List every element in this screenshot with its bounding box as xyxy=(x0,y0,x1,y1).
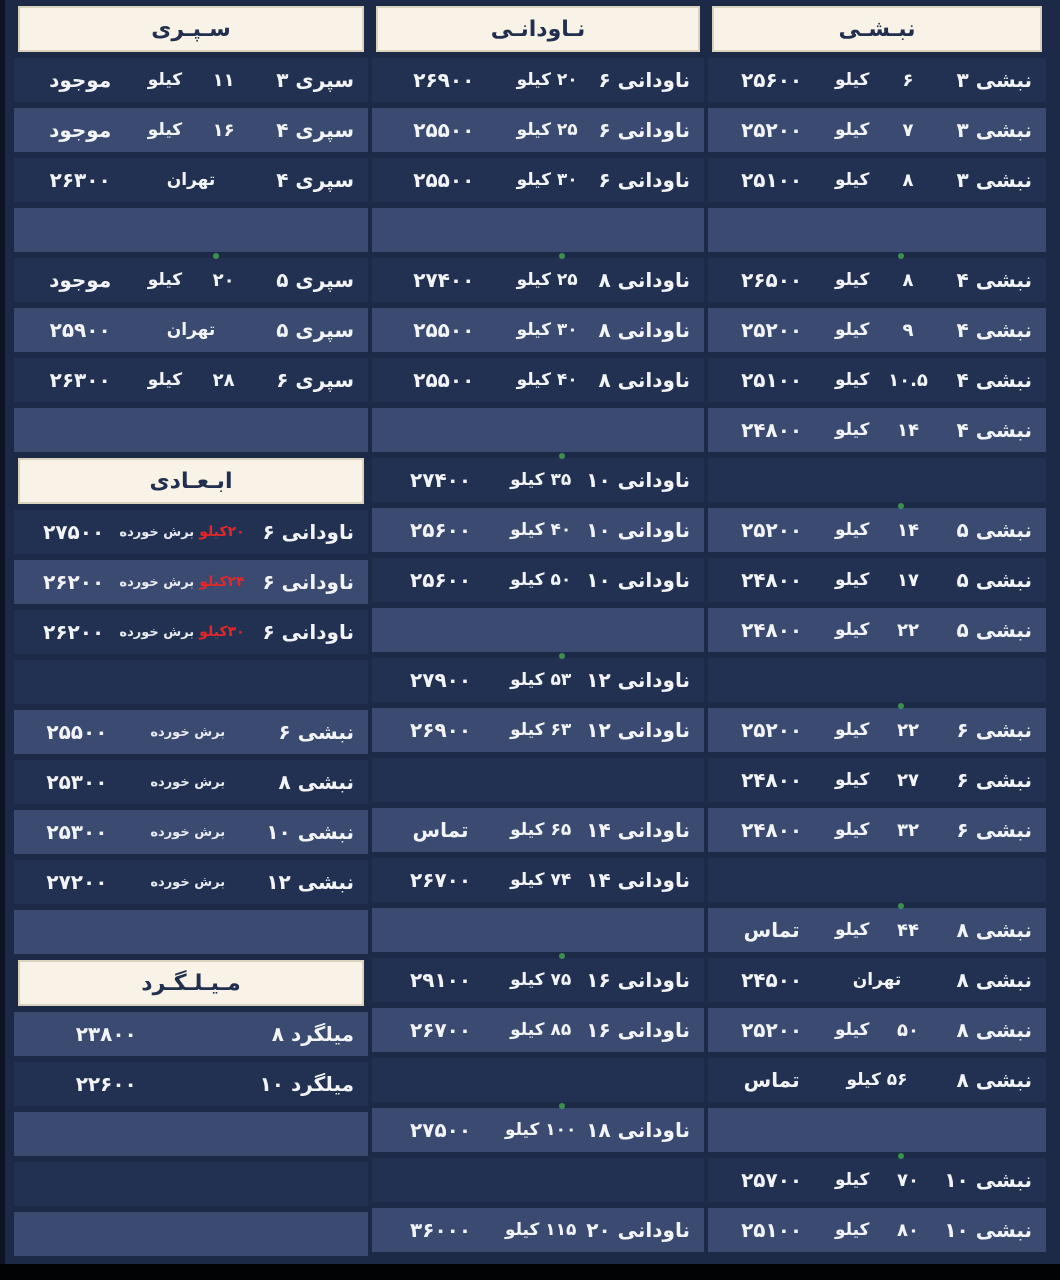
unit-cell: کیلو xyxy=(835,270,870,290)
section-header-label: نبـشـی xyxy=(838,16,916,42)
price-row xyxy=(708,358,1046,402)
unit-cell: کیلو xyxy=(835,320,870,340)
price-cell: ۲۶۹۰۰ xyxy=(410,718,472,742)
price-cell: ۲۶۲۰۰ xyxy=(43,570,105,594)
product-name-cell: نبشی ۱۲ xyxy=(266,870,354,894)
price-cell: ۲۵۵۰۰ xyxy=(413,318,475,342)
price-cell: ۲۵۳۰۰ xyxy=(46,820,108,844)
green-dot-icon xyxy=(898,1153,904,1159)
weight-cell: ۷۴ کیلو xyxy=(510,870,572,890)
unit-cell: کیلو xyxy=(835,920,870,940)
size-cell: ۸ xyxy=(902,269,914,291)
price-row xyxy=(14,760,368,804)
section-header-label: نـاودانـی xyxy=(490,16,586,42)
price-row xyxy=(708,1058,1046,1102)
size-cell: ۲۰ xyxy=(212,269,235,291)
size-cell: ۱۰.۵ xyxy=(888,369,928,391)
empty-row xyxy=(372,208,704,252)
size-cell: ۱۷ xyxy=(897,569,919,591)
section-header-separi-abadi-milgard-2 xyxy=(18,960,364,1006)
product-name-cell: ناودانی ۲۰ xyxy=(586,1218,690,1242)
empty-row xyxy=(372,608,704,652)
price-cell: ۲۶۵۰۰ xyxy=(741,268,803,292)
price-cell: ۲۴۸۰۰ xyxy=(741,568,803,592)
price-row xyxy=(372,558,704,602)
empty-row xyxy=(372,1158,704,1202)
product-name-cell: سپری ۵ xyxy=(276,268,354,292)
product-name-cell: سپری ۴ xyxy=(276,118,354,142)
price-row xyxy=(372,458,704,502)
cut-note-cell: برش خورده xyxy=(119,624,195,640)
price-row xyxy=(708,258,1046,302)
price-cell: ۳۶۰۰۰ xyxy=(410,1218,472,1242)
green-dot-icon xyxy=(559,453,565,459)
size-cell: ۹ xyxy=(902,319,914,341)
price-cell: ۲۴۸۰۰ xyxy=(741,818,803,842)
empty-row xyxy=(14,208,368,252)
price-cell: ۲۶۷۰۰ xyxy=(410,1018,472,1042)
price-row xyxy=(708,308,1046,352)
price-row xyxy=(14,358,368,402)
unit-cell: کیلو xyxy=(835,370,870,390)
product-name-cell: ناودانی ۸ xyxy=(598,268,690,292)
bottom-black-bar xyxy=(0,1264,1060,1280)
size-cell: ۱۴ xyxy=(897,419,919,441)
price-row xyxy=(708,408,1046,452)
price-row xyxy=(708,1158,1046,1202)
size-cell: ۲۲ xyxy=(897,719,919,741)
cut-note-cell: برش خورده xyxy=(150,874,226,890)
weight-cell: ۲۵ کیلو xyxy=(516,270,578,290)
product-name-cell: نبشی ۴ xyxy=(956,268,1032,292)
weight-cell: ۱۰۰ کیلو xyxy=(504,1120,577,1140)
weight-cell: ۵۰ کیلو xyxy=(510,570,572,590)
product-name-cell: نبشی ۶ xyxy=(956,818,1032,842)
size-cell: ۱۴ xyxy=(897,519,919,541)
product-name-cell: نبشی ۶ xyxy=(956,718,1032,742)
price-cell: ۲۵۲۰۰ xyxy=(741,318,803,342)
price-cell: تماس xyxy=(412,818,469,842)
product-name-cell: ناودانی ۸ xyxy=(598,368,690,392)
product-name-cell: ناودانی ۱۶ xyxy=(586,1018,690,1042)
price-cell: ۲۵۲۰۰ xyxy=(741,1018,803,1042)
price-cell: ۲۵۵۰۰ xyxy=(46,720,108,744)
size-cell: ۲۷ xyxy=(897,769,919,791)
price-cell: ۲۴۸۰۰ xyxy=(741,618,803,642)
price-row xyxy=(14,860,368,904)
price-cell: ۲۷۵۰۰ xyxy=(43,520,105,544)
city-cell: تهران xyxy=(166,320,216,340)
unit-cell: کیلو xyxy=(147,370,183,390)
product-name-cell: میلگرد ۸ xyxy=(271,1022,354,1046)
price-cell: ۲۵۵۰۰ xyxy=(413,368,475,392)
price-row xyxy=(14,510,368,554)
product-name-cell: نبشی ۱۰ xyxy=(944,1168,1032,1192)
product-name-cell: نبشی ۵ xyxy=(956,568,1032,592)
price-cell: ۲۵۶۰۰ xyxy=(741,68,803,92)
product-name-cell: ناودانی ۱۴ xyxy=(586,818,690,842)
product-name-cell: ناودانی ۸ xyxy=(598,318,690,342)
section-header-label: ابـعـادی xyxy=(149,468,233,494)
section-header-nabshi-0 xyxy=(712,6,1042,52)
weight-cell: ۳۵ کیلو xyxy=(510,470,572,490)
weight-cell: ۶۳ کیلو xyxy=(510,720,572,740)
product-name-cell: نبشی ۳ xyxy=(956,118,1032,142)
empty-row xyxy=(14,1112,368,1156)
unit-cell: کیلو xyxy=(835,820,870,840)
price-row xyxy=(14,58,368,102)
green-dot-icon xyxy=(898,703,904,709)
price-cell: ۲۵۱۰۰ xyxy=(741,368,803,392)
price-cell: ۲۶۷۰۰ xyxy=(410,868,472,892)
unit-cell: کیلو xyxy=(835,1020,870,1040)
navodani-column xyxy=(372,6,704,1258)
price-row xyxy=(708,108,1046,152)
unit-cell: کیلو xyxy=(147,120,183,140)
nabshi-column xyxy=(708,6,1046,1258)
empty-row xyxy=(14,910,368,954)
weight-cell: ۳۰ کیلو xyxy=(516,170,578,190)
empty-row xyxy=(372,1058,704,1102)
green-dot-icon xyxy=(559,253,565,259)
product-name-cell: نبشی ۵ xyxy=(956,618,1032,642)
price-cell: ۲۶۳۰۰ xyxy=(49,168,111,192)
price-row xyxy=(372,958,704,1002)
product-name-cell: ناودانی ۶ xyxy=(262,570,354,594)
price-cell: موجود xyxy=(49,68,112,92)
price-cell: ۲۷۲۰۰ xyxy=(46,870,108,894)
product-name-cell: سپری ۳ xyxy=(276,68,354,92)
price-row xyxy=(708,558,1046,602)
weight-cell: ۲۵ کیلو xyxy=(516,120,578,140)
price-cell: ۲۷۵۰۰ xyxy=(410,1118,472,1142)
product-name-cell: سپری ۶ xyxy=(276,368,354,392)
price-cell: ۲۶۲۰۰ xyxy=(43,620,105,644)
size-cell: ۸۰ xyxy=(897,1219,919,1241)
price-row xyxy=(708,758,1046,802)
empty-row xyxy=(14,1162,368,1206)
weight-cell: ۲۰ کیلو xyxy=(516,70,578,90)
product-name-cell: ناودانی ۶ xyxy=(262,620,354,644)
price-cell: ۲۵۲۰۰ xyxy=(741,518,803,542)
price-cell: ۲۵۱۰۰ xyxy=(741,1218,803,1242)
cut-note-cell: برش خورده xyxy=(119,524,195,540)
size-cell: ۸ xyxy=(902,169,914,191)
red-weight-cell: ۲۴کیلو xyxy=(199,574,245,590)
product-name-cell: ناودانی ۶ xyxy=(262,520,354,544)
size-cell: ۶ xyxy=(902,69,914,91)
empty-row xyxy=(14,660,368,704)
price-cell: ۲۴۸۰۰ xyxy=(741,418,803,442)
product-name-cell: میلگرد ۱۰ xyxy=(259,1072,354,1096)
product-name-cell: نبشی ۶ xyxy=(956,768,1032,792)
price-cell: ۲۷۴۰۰ xyxy=(413,268,475,292)
price-row xyxy=(372,158,704,202)
price-row xyxy=(372,258,704,302)
product-name-cell: ناودانی ۶ xyxy=(598,168,690,192)
price-cell: ۲۹۱۰۰ xyxy=(410,968,472,992)
size-cell: ۳۲ xyxy=(897,819,919,841)
empty-row xyxy=(14,1212,368,1256)
weight-cell: ۴۰ کیلو xyxy=(510,520,572,540)
product-name-cell: نبشی ۴ xyxy=(956,318,1032,342)
unit-cell: کیلو xyxy=(835,620,870,640)
price-row xyxy=(372,808,704,852)
price-row xyxy=(14,108,368,152)
red-weight-cell: ۳۰کیلو xyxy=(199,624,245,640)
price-row xyxy=(14,1062,368,1106)
product-name-cell: نبشی ۳ xyxy=(956,168,1032,192)
price-row xyxy=(372,1208,704,1252)
price-cell: ۲۵۶۰۰ xyxy=(410,568,472,592)
price-cell: ۲۳۸۰۰ xyxy=(75,1022,137,1046)
green-dot-icon xyxy=(213,253,219,259)
product-name-cell: نبشی ۸ xyxy=(956,918,1032,942)
price-cell: ۲۴۸۰۰ xyxy=(741,768,803,792)
city-cell: تهران xyxy=(852,970,902,990)
green-dot-icon xyxy=(898,503,904,509)
price-cell: ۲۷۴۰۰ xyxy=(410,468,472,492)
price-row xyxy=(708,508,1046,552)
price-row xyxy=(372,508,704,552)
product-name-cell: ناودانی ۱۸ xyxy=(586,1118,690,1142)
empty-row xyxy=(708,858,1046,902)
price-row xyxy=(708,158,1046,202)
separi-abadi-milgard-column xyxy=(14,6,368,1262)
section-header-navodani-0 xyxy=(376,6,700,52)
unit-cell: کیلو xyxy=(835,720,870,740)
price-row xyxy=(372,658,704,702)
size-cell: ۱۱ xyxy=(212,69,235,91)
product-name-cell: ناودانی ۱۶ xyxy=(586,968,690,992)
product-name-cell: سپری ۴ xyxy=(276,168,354,192)
price-row xyxy=(14,810,368,854)
size-cell: ۱۶ xyxy=(212,119,235,141)
empty-row xyxy=(372,908,704,952)
product-name-cell: ناودانی ۱۰ xyxy=(586,468,690,492)
price-row xyxy=(14,710,368,754)
weight-cell: ۵۳ کیلو xyxy=(510,670,572,690)
weight-cell: ۵۶ کیلو xyxy=(846,1070,908,1090)
product-name-cell: نبشی ۸ xyxy=(956,1018,1032,1042)
product-name-cell: ناودانی ۱۲ xyxy=(586,718,690,742)
cut-note-cell: برش خورده xyxy=(150,824,226,840)
green-dot-icon xyxy=(898,253,904,259)
price-cell: تماس xyxy=(743,918,800,942)
price-cell: ۲۵۷۰۰ xyxy=(741,1168,803,1192)
weight-cell: ۳۰ کیلو xyxy=(516,320,578,340)
unit-cell: کیلو xyxy=(835,170,870,190)
product-name-cell: نبشی ۴ xyxy=(956,418,1032,442)
cut-note-cell: برش خورده xyxy=(150,724,226,740)
green-dot-icon xyxy=(559,953,565,959)
green-dot-icon xyxy=(898,903,904,909)
product-name-cell: نبشی ۸ xyxy=(956,968,1032,992)
section-header-label: سـپـری xyxy=(151,16,231,42)
size-cell: ۲۲ xyxy=(897,619,919,641)
price-row xyxy=(14,560,368,604)
unit-cell: کیلو xyxy=(147,70,183,90)
price-row xyxy=(708,958,1046,1002)
green-dot-icon xyxy=(559,1103,565,1109)
product-name-cell: نبشی ۴ xyxy=(956,368,1032,392)
price-cell: ۲۶۹۰۰ xyxy=(413,68,475,92)
price-cell: ۲۵۱۰۰ xyxy=(741,168,803,192)
section-header-label: مـیـلـگـرد xyxy=(141,970,241,996)
price-cell: ۲۵۵۰۰ xyxy=(413,168,475,192)
price-row xyxy=(372,1108,704,1152)
price-cell: ۲۵۵۰۰ xyxy=(413,118,475,142)
unit-cell: کیلو xyxy=(835,120,870,140)
price-row xyxy=(14,610,368,654)
price-row xyxy=(372,358,704,402)
weight-cell: ۸۵ کیلو xyxy=(510,1020,572,1040)
left-edge-strip xyxy=(0,0,5,1280)
unit-cell: کیلو xyxy=(835,520,870,540)
price-cell: ۲۵۲۰۰ xyxy=(741,718,803,742)
product-name-cell: ناودانی ۱۴ xyxy=(586,868,690,892)
product-name-cell: نبشی ۸ xyxy=(278,770,354,794)
unit-cell: کیلو xyxy=(835,420,870,440)
price-cell: ۲۶۳۰۰ xyxy=(49,368,111,392)
price-row xyxy=(372,708,704,752)
price-row xyxy=(708,1208,1046,1252)
price-row xyxy=(708,58,1046,102)
product-name-cell: ناودانی ۱۰ xyxy=(586,568,690,592)
price-cell: ۲۵۳۰۰ xyxy=(46,770,108,794)
unit-cell: کیلو xyxy=(835,1220,870,1240)
cut-note-cell: برش خورده xyxy=(150,774,226,790)
price-row xyxy=(708,808,1046,852)
price-row xyxy=(372,308,704,352)
weight-cell: ۱۱۵ کیلو xyxy=(504,1220,577,1240)
product-name-cell: نبشی ۵ xyxy=(956,518,1032,542)
unit-cell: کیلو xyxy=(835,770,870,790)
price-cell: موجود xyxy=(49,118,112,142)
size-cell: ۷ xyxy=(902,119,914,141)
product-name-cell: نبشی ۳ xyxy=(956,68,1032,92)
price-cell: ۲۵۶۰۰ xyxy=(410,518,472,542)
price-cell: ۲۴۵۰۰ xyxy=(741,968,803,992)
price-row xyxy=(708,908,1046,952)
unit-cell: کیلو xyxy=(835,1170,870,1190)
product-name-cell: نبشی ۱۰ xyxy=(944,1218,1032,1242)
section-header-separi-abadi-milgard-1 xyxy=(18,458,364,504)
price-cell: ۲۵۹۰۰ xyxy=(49,318,111,342)
weight-cell: ۷۵ کیلو xyxy=(510,970,572,990)
unit-cell: کیلو xyxy=(147,270,183,290)
product-name-cell: نبشی ۸ xyxy=(956,1068,1032,1092)
price-row xyxy=(708,708,1046,752)
price-row xyxy=(372,108,704,152)
cut-note-cell: برش خورده xyxy=(119,574,195,590)
size-cell: ۲۸ xyxy=(212,369,235,391)
product-name-cell: نبشی ۱۰ xyxy=(266,820,354,844)
price-row xyxy=(14,258,368,302)
product-name-cell: ناودانی ۱۲ xyxy=(586,668,690,692)
empty-row xyxy=(708,1108,1046,1152)
price-cell: ۲۲۶۰۰ xyxy=(75,1072,137,1096)
empty-row xyxy=(372,408,704,452)
price-cell: موجود xyxy=(49,268,112,292)
price-row xyxy=(14,308,368,352)
empty-row xyxy=(708,208,1046,252)
product-name-cell: سپری ۵ xyxy=(276,318,354,342)
empty-row xyxy=(14,408,368,452)
price-row xyxy=(708,1008,1046,1052)
weight-cell: ۶۵ کیلو xyxy=(510,820,572,840)
price-row xyxy=(708,608,1046,652)
empty-row xyxy=(708,658,1046,702)
price-cell: ۲۷۹۰۰ xyxy=(410,668,472,692)
price-row xyxy=(14,1012,368,1056)
size-cell: ۷۰ xyxy=(897,1169,919,1191)
unit-cell: کیلو xyxy=(835,70,870,90)
product-name-cell: ناودانی ۱۰ xyxy=(586,518,690,542)
size-cell: ۴۴ xyxy=(897,919,919,941)
price-row xyxy=(372,858,704,902)
price-cell: تماس xyxy=(743,1068,800,1092)
product-name-cell: نبشی ۶ xyxy=(278,720,354,744)
section-header-separi-abadi-milgard-0 xyxy=(18,6,364,52)
unit-cell: کیلو xyxy=(835,570,870,590)
weight-cell: ۴۰ کیلو xyxy=(516,370,578,390)
price-row xyxy=(372,58,704,102)
product-name-cell: ناودانی ۶ xyxy=(598,118,690,142)
green-dot-icon xyxy=(559,653,565,659)
empty-row xyxy=(372,758,704,802)
price-cell: ۲۵۲۰۰ xyxy=(741,118,803,142)
size-cell: ۵۰ xyxy=(897,1019,919,1041)
empty-row xyxy=(708,458,1046,502)
price-row xyxy=(372,1008,704,1052)
red-weight-cell: ۲۰کیلو xyxy=(199,524,245,540)
product-name-cell: ناودانی ۶ xyxy=(598,68,690,92)
city-cell: تهران xyxy=(166,170,216,190)
price-row xyxy=(14,158,368,202)
